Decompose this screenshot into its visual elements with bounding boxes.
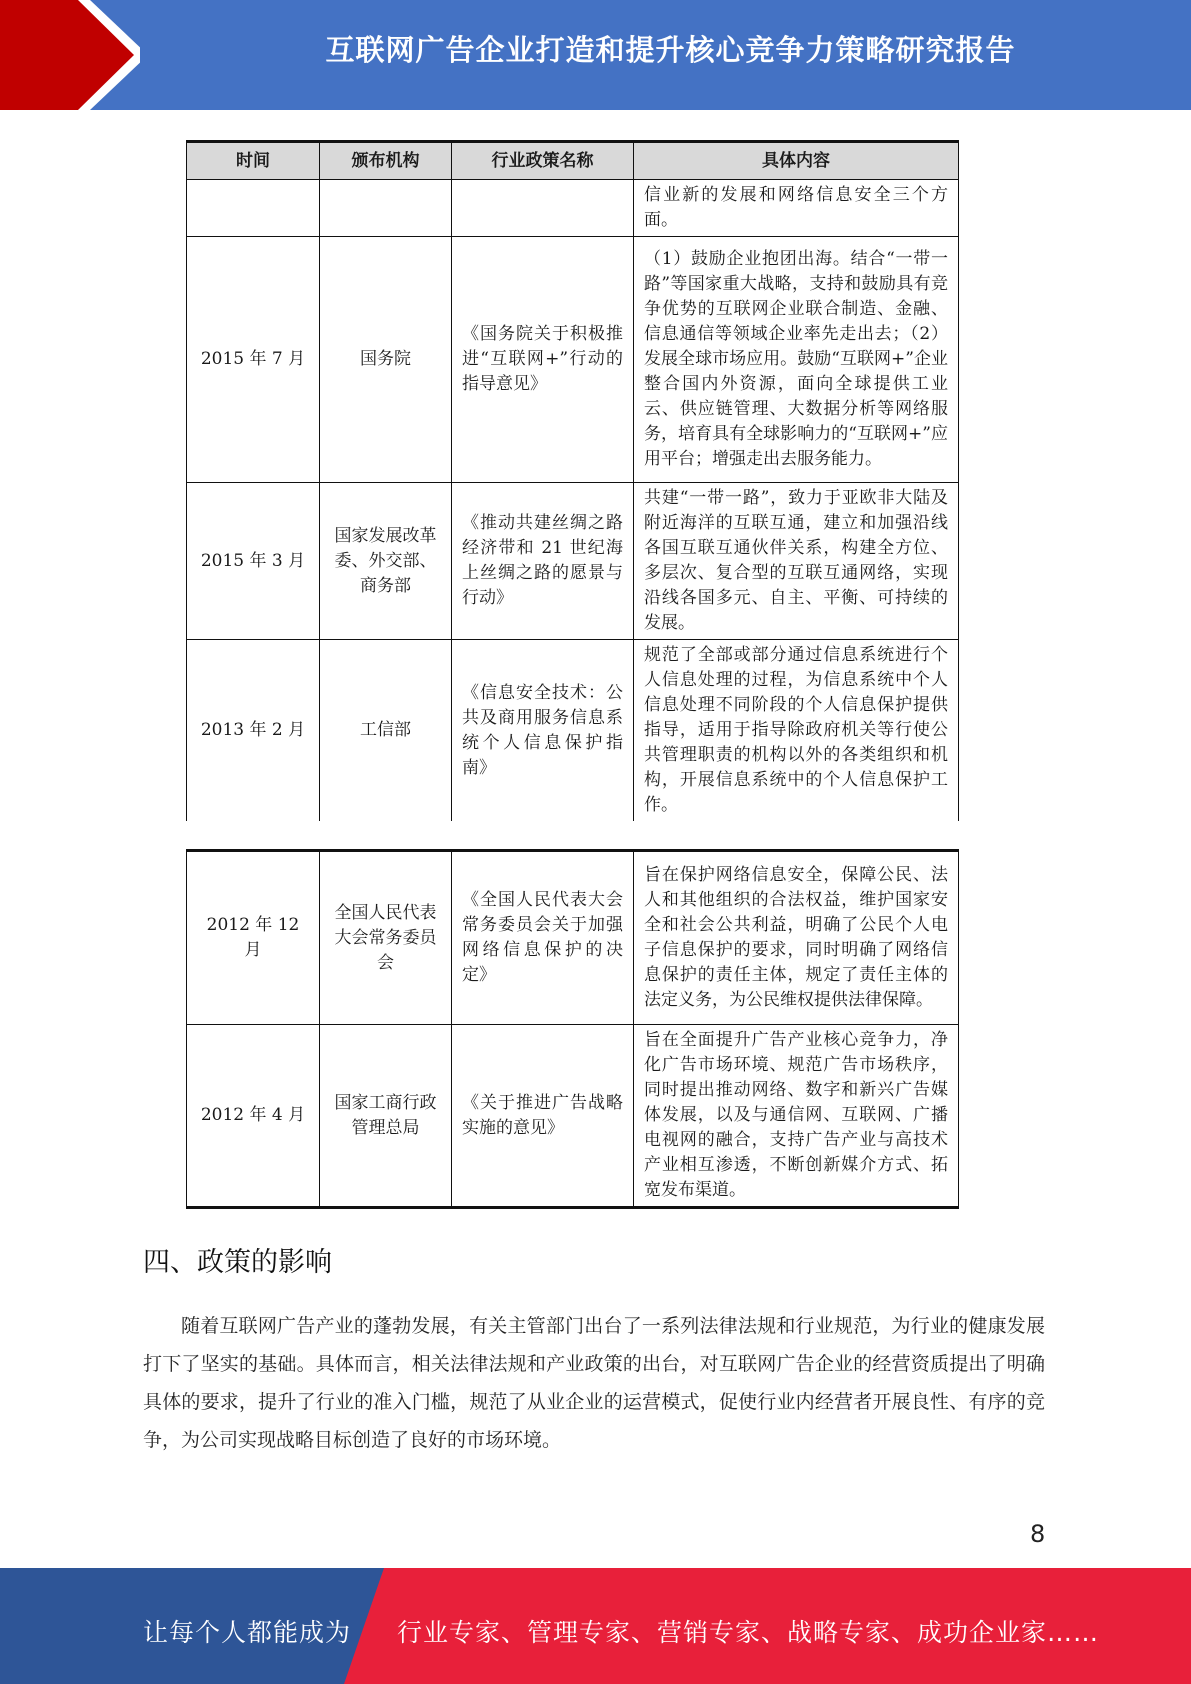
cell-org: 国务院 — [320, 237, 452, 483]
cell-policy-name: 《信息安全技术：公共及商用服务信息系统个人信息保护指南》 — [452, 640, 634, 822]
cell-time: 2012 年 12 月 — [187, 851, 320, 1025]
table-row — [187, 180, 959, 237]
cell-org — [320, 180, 452, 237]
cell-policy-name: 《关于推进广告战略实施的意见》 — [452, 1025, 634, 1208]
page-footer — [0, 1568, 1191, 1684]
header-content: 具体内容 — [634, 142, 959, 180]
table-row — [187, 483, 959, 640]
cell-org: 国家发展改革委、外交部、商务部 — [320, 483, 452, 640]
cell-content: 规范了全部或部分通过信息系统进行个人信息处理的过程，为信息系统中个人信息处理不同阶段的个人信息保护提供指导，适用于指导除政府机关等行使公共管理职责的机构以外的各类组织和机构，开展信息系统中的个人信息保护工作。 — [634, 640, 959, 822]
section-heading: 四、政策的影响 — [143, 1247, 332, 1278]
cell-time: 2013 年 2 月 — [187, 640, 320, 822]
cell-policy-name: 《推动共建丝绸之路经济带和 21 世纪海上丝绸之路的愿景与行动》 — [452, 483, 634, 640]
cell-content: （1）鼓励企业抱团出海。结合“一带一路”等国家重大战略，支持和鼓励具有竞争优势的互联网企业联合制造、金融、信息通信等领域企业率先走出去；（2）发展全球市场应用。鼓励“互联网+”企业整合国内外资源，面向全球提供工业云、供应链管理、大数据分析等网络服务，培育具有全球影响力的“互联网+”应用平台；增强走出去服务能力。 — [634, 237, 959, 483]
section-paragraph: 随着互联网广告产业的蓬勃发展，有关主管部门出台了一系列法律法规和行业规范，为行业的健康发展打下了坚实的基础。具体而言，相关法律法规和产业政策的出台，对互联网广告企业的经营资质提出了明确具体的要求，提升了行业的准入门槛，规范了从业企业的运营模式，促使行业内经营者开展良性、有序的竞争，为公司实现战略目标创造了良好的市场环境。 — [143, 1315, 1045, 1451]
policy-table-part2 — [186, 849, 959, 1209]
page-number: 8 — [1030, 1520, 1046, 1548]
cell-org: 全国人民代表大会常务委员会 — [320, 851, 452, 1025]
cell-time: 2012 年 4 月 — [187, 1025, 320, 1208]
cell-time: 2015 年 7 月 — [187, 237, 320, 483]
cell-org: 工信部 — [320, 640, 452, 822]
report-title: 互联网广告企业打造和提升核心竞争力策略研究报告 — [325, 33, 1016, 67]
header-policy-name: 行业政策名称 — [452, 142, 634, 180]
cell-org: 国家工商行政管理总局 — [320, 1025, 452, 1208]
page-header — [0, 0, 1191, 110]
cell-policy-name: 《国务院关于积极推进“互联网+”行动的指导意见》 — [452, 237, 634, 483]
header-time: 时间 — [187, 142, 320, 180]
footer-slogan-left: 让每个人都能成为 — [143, 1618, 352, 1647]
table-row — [187, 851, 959, 1025]
footer-slogan-right: 行业专家、管理专家、营销专家、战略专家、成功企业家…… — [397, 1618, 1100, 1647]
table-row — [187, 640, 959, 822]
header-org: 颁布机构 — [320, 142, 452, 180]
cell-policy-name — [452, 180, 634, 237]
cell-content: 旨在保护网络信息安全，保障公民、法人和其他组织的合法权益，维护国家安全和社会公共利益，明确了公民个人电子信息保护的要求，同时明确了网络信息保护的责任主体，规定了责任主体的法定义务，为公民维权提供法律保障。 — [634, 851, 959, 1025]
table-header-row — [187, 142, 959, 180]
cell-content: 旨在全面提升广告产业核心竞争力，净化广告市场环境、规范广告市场秩序，同时提出推动网络、数字和新兴广告媒体发展，以及与通信网、互联网、广播电视网的融合，支持广告产业与高技术产业相互渗透，不断创新媒介方式、拓宽发布渠道。 — [634, 1025, 959, 1208]
policy-table-part1 — [186, 140, 959, 821]
cell-time — [187, 180, 320, 237]
cell-content: 信业新的发展和网络信息安全三个方面。 — [634, 180, 959, 237]
cell-policy-name: 《全国人民代表大会常务委员会关于加强网络信息保护的决定》 — [452, 851, 634, 1025]
cell-time: 2015 年 3 月 — [187, 483, 320, 640]
table-row — [187, 1025, 959, 1208]
cell-content: 共建“一带一路”，致力于亚欧非大陆及附近海洋的互联互通，建立和加强沿线各国互联互通伙伴关系，构建全方位、多层次、复合型的互联互通网络，实现沿线各国多元、自主、平衡、可持续的发展。 — [634, 483, 959, 640]
table-row — [187, 237, 959, 483]
